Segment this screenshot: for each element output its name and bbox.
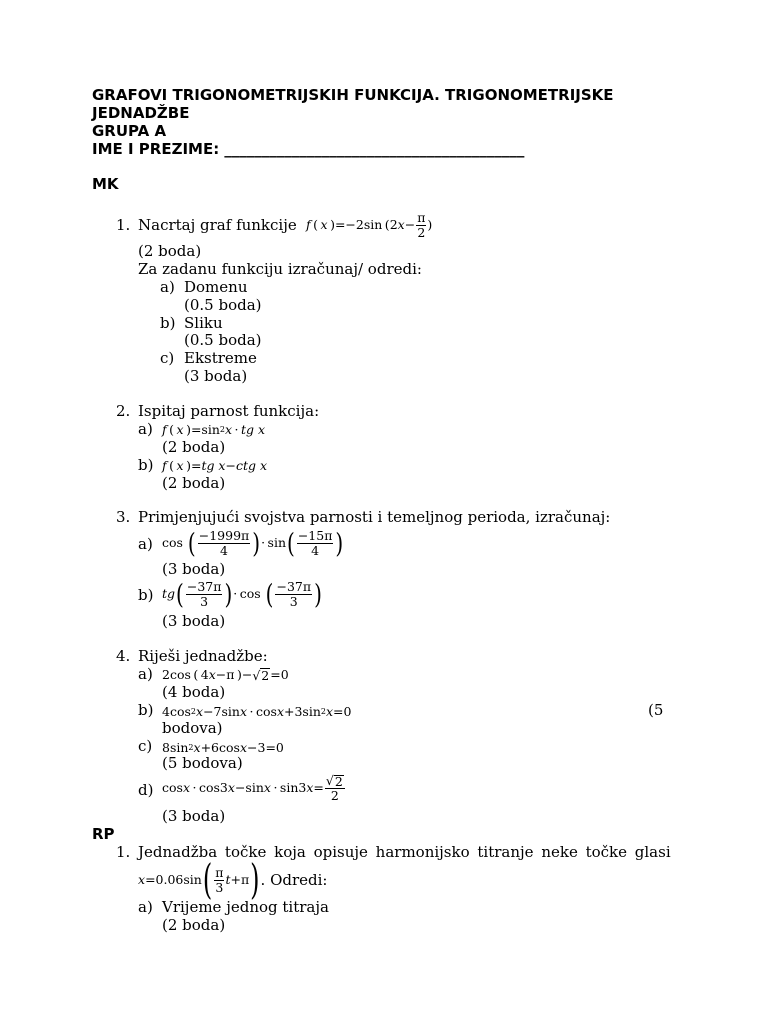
q3a-points: (3 boda)	[162, 560, 226, 578]
q2a-points: (2 boda)	[162, 438, 226, 456]
q1-instruction: Za zadanu funkciju izračunaj/ odredi:	[138, 260, 422, 278]
q3a-formula: cos ( $\frac{-1999\pi}{4}$ ) · sin ( $\frac{-15\pi}{4}$ )	[162, 526, 344, 560]
q1b-points: (0.5 boda)	[184, 331, 262, 349]
rp1a-text: Vrijeme jednog titraja	[162, 898, 329, 916]
q4c-points: (5 bodova)	[162, 754, 243, 772]
q1b-label: b)	[160, 314, 176, 332]
q1-formula: f ( x )=−2sin (2 x − $\frac{\pi}{2}$ )	[306, 209, 433, 240]
q4d-points: (3 boda)	[162, 807, 226, 825]
q2b-points: (2 boda)	[162, 474, 226, 492]
q2a-label: a)	[138, 420, 153, 438]
q1-points: (2 boda)	[138, 242, 202, 260]
q3-number: 3.	[116, 508, 131, 526]
q4a-label: a)	[138, 665, 153, 683]
q2b-formula: f ( x )= tg x − ctg x	[162, 458, 268, 473]
q4d-formula: cos x · cos3 x −sin x · sin3 x = √ 2 2	[162, 772, 343, 803]
rp1a-label: a)	[138, 898, 153, 916]
q1b-text: Sliku	[184, 314, 223, 332]
section-mk: MK	[92, 175, 119, 193]
q2a-formula: f ( x )=sin 2 x · tg x	[162, 422, 266, 437]
q4a-formula: 2cos ( 4 x −π )− √ 2 =0	[162, 667, 289, 684]
q2-text: Ispitaj parnost funkcija:	[138, 402, 320, 420]
q1c-label: c)	[160, 349, 175, 367]
q1c-text: Ekstreme	[184, 349, 257, 367]
q3b-label: b)	[138, 586, 154, 604]
q4-number: 4.	[116, 647, 131, 665]
q4-text: Riješi jednadžbe:	[138, 647, 268, 665]
name-field-label: IME I PREZIME: ________________________________________	[92, 140, 525, 158]
q4d-label: d)	[138, 781, 154, 799]
q4a-points: (4 boda)	[162, 683, 226, 701]
q3-text: Primjenjujući svojstva parnosti i temeljnog perioda, izračunaj:	[138, 508, 611, 526]
q1a-text: Domenu	[184, 278, 248, 296]
rp1-formula-line: x =0.06sin ( $\frac{\pi}{3}$ t +π ) . Odredi:	[138, 856, 328, 904]
rp1-number: 1.	[116, 843, 131, 861]
rp1a-points: (2 boda)	[162, 916, 226, 934]
q4b-points-part2: bodova)	[162, 719, 223, 737]
rp1-text: Jednadžba točke koja opisuje harmonijsko titranje neke točke glasi	[138, 843, 671, 861]
q1a-label: a)	[160, 278, 175, 296]
group-label: GRUPA A	[92, 122, 167, 140]
q4b-formula: 4cos 2 x −7sin x · cos x +3sin 2 x =0	[162, 704, 352, 719]
q3b-points: (3 boda)	[162, 612, 226, 630]
q2-number: 2.	[116, 402, 131, 420]
q4c-label: c)	[138, 737, 153, 755]
q2b-label: b)	[138, 456, 154, 474]
q1a-points: (0.5 boda)	[184, 296, 262, 314]
title-line-2: JEDNADŽBE	[92, 104, 190, 122]
title-line-1: GRAFOVI TRIGONOMETRIJSKIH FUNKCIJA. TRIGONOMETRIJSKE	[92, 86, 614, 104]
q4c-formula: 8sin 2 x +6cos x −3=0	[162, 740, 284, 755]
q4b-points-part1: (5	[648, 701, 664, 719]
q1-number: 1.	[116, 216, 131, 234]
q4b-label: b)	[138, 701, 154, 719]
q3a-label: a)	[138, 535, 153, 553]
section-rp: RP	[92, 825, 115, 843]
q3b-formula: tg ( $\frac{-37\pi}{3}$ ) · cos ( $\frac{-37\pi}{3}$ )	[162, 577, 322, 611]
rp1-text-after: . Odredi:	[260, 871, 328, 889]
q1c-points: (3 boda)	[184, 367, 248, 385]
q1-text: Nacrtaj graf funkcije	[138, 216, 297, 234]
